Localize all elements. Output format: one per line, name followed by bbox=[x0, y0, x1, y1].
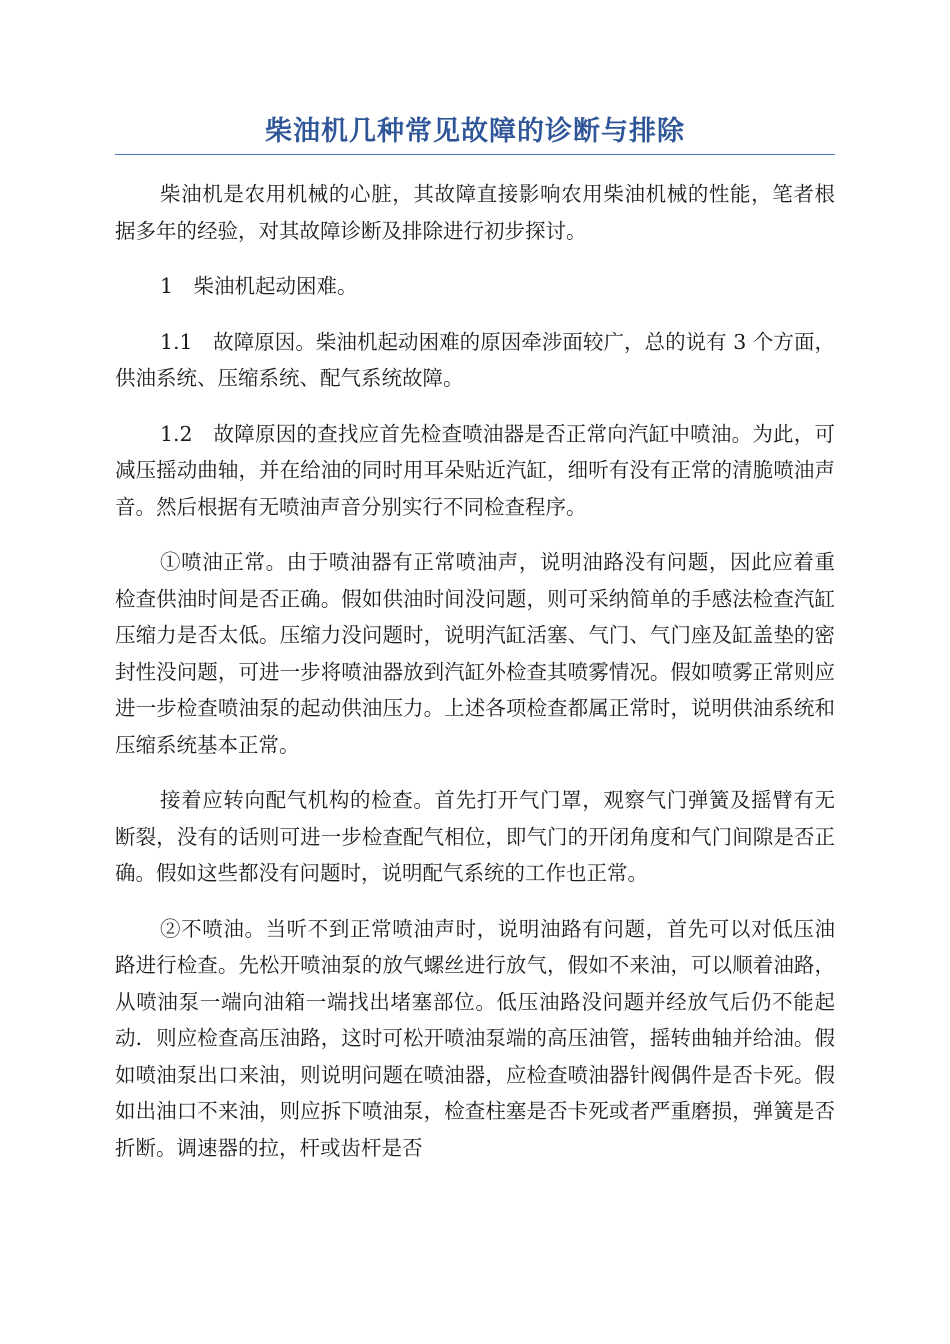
paragraph-injection-normal: ①喷油正常。由于喷油器有正常喷油声，说明油路没有问题，因此应着重检查供油时间是否正确。假如供油时间没问题，则可采纳简单的手感法检查汽缸压缩力是否太低。压缩力没问题时，说明汽缸活塞、气门、气门座及缸盖垫的密封性没问题，可进一步将喷油器放到汽缸外检查其喷雾情况。假如喷雾正常则应进一步检查喷油泵的起动供油压力。上述各项检查都属正常时，说明供油系统和压缩系统基本正常。 bbox=[115, 550, 835, 757]
paragraph-1-2: 1.2 故障原因的查找应首先检查喷油器是否正常向汽缸中喷油。为此，可减压摇动曲轴，并在给油的同时用耳朵贴近汽缸，细听有没有正常的清脆喷油声音。然后根据有无喷油声音分别实行不同检查程序。 bbox=[115, 421, 835, 519]
document-body bbox=[115, 176, 835, 1166]
paragraph-1-1: 1.1 故障原因。柴油机起动困难的原因牵涉面较广，总的说有 3 个方面，供油系统、压缩系统、配气系统故障。 bbox=[115, 329, 835, 390]
title-underline-divider bbox=[115, 154, 835, 155]
document-title: 柴油机几种常见故障的诊断与排除 bbox=[265, 116, 685, 147]
paragraph-intro: 柴油机是农用机械的心脏，其故障直接影响农用柴油机械的性能，笔者根据多年的经验，对其故障诊断及排除进行初步探讨。 bbox=[115, 182, 835, 243]
section-heading-1: 1 柴油机起动困难。 bbox=[160, 274, 358, 298]
paragraph-no-injection: ②不喷油。当听不到正常喷油声时，说明油路有问题，首先可以对低压油路进行检查。先松开喷油泵的放气螺丝进行放气，假如不来油，可以顺着油路，从喷油泵一端向油箱一端找出堵塞部位。低压油路没问题并经放气后仍不能起动．则应检查高压油路，这时可松开喷油泵端的高压油管，摇转曲轴并给油。假如喷油泵出口来油，则说明问题在喷油器，应检查喷油器针阀偶件是否卡死。假如出油口不来油，则应拆下喷油泵，检查柱塞是否卡死或者严重磨损，弹簧是否折断。调速器的拉，杆或齿杆是否 bbox=[115, 916, 835, 1160]
paragraph-valve-train-check: 接着应转向配气机构的检查。首先打开气门罩，观察气门弹簧及摇臂有无断裂，没有的话则可进一步检查配气相位，即气门的开闭角度和气门间隙是否正确。假如这些都没有问题时，说明配气系统的工作也正常。 bbox=[115, 788, 835, 885]
